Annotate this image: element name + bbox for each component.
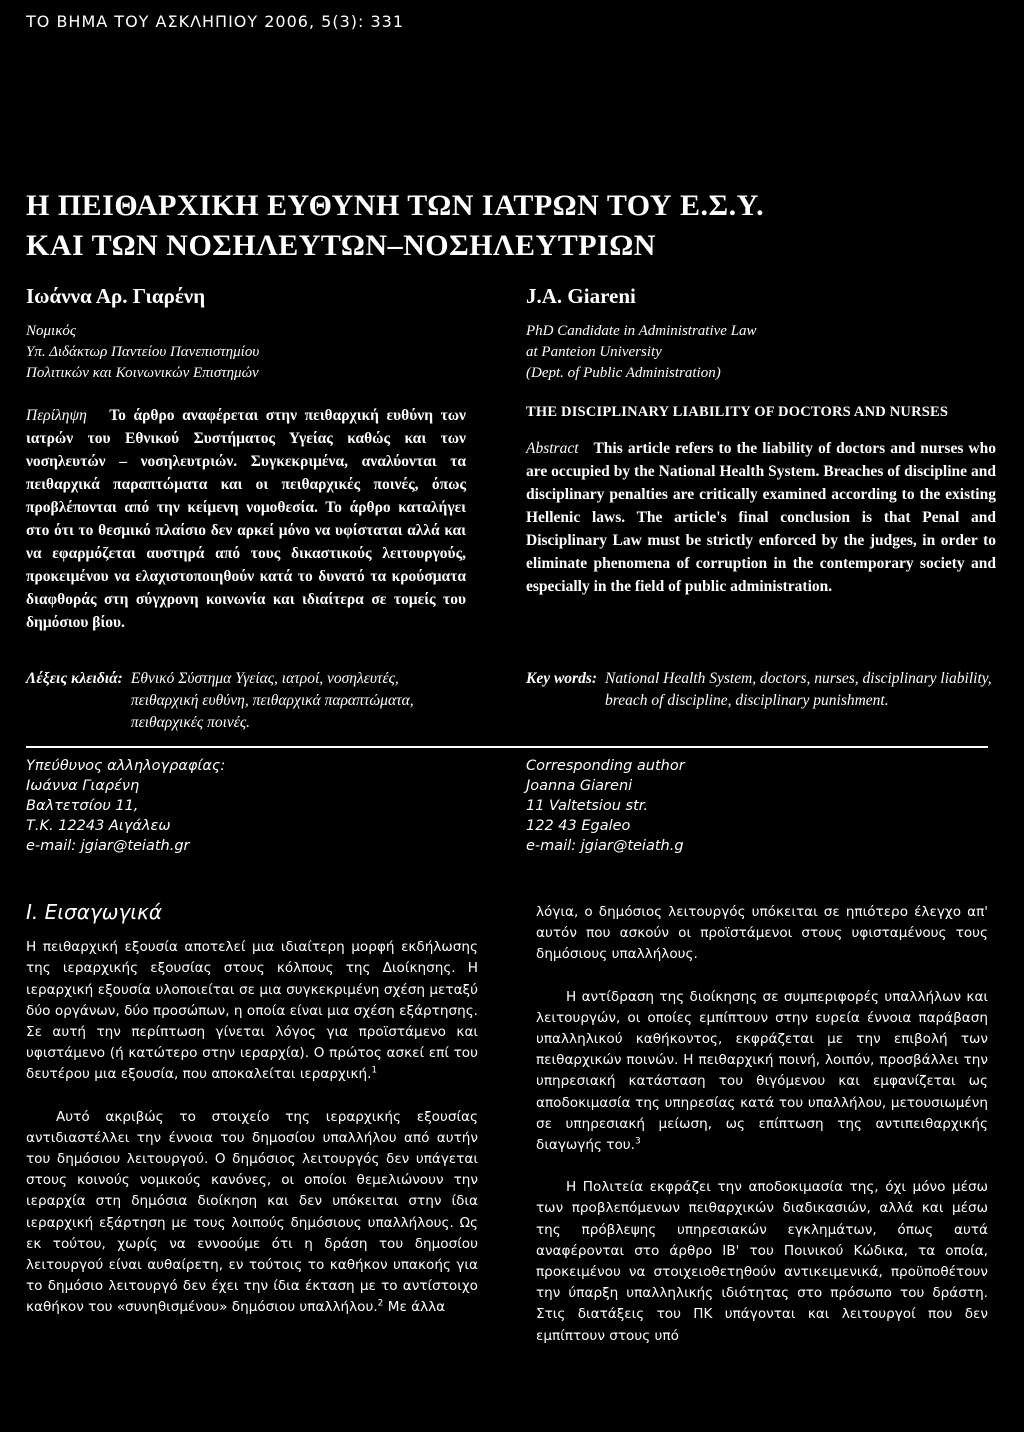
abstract-text-en: This article refers to the liability of doctors and nurses who are occupied by the National Health System. Breaches of discipline and disciplinary penalties are critically examined according to the existing Hellenic laws. The article's final conclusion is that Penal and Disciplinary Law must be strictly enforced by the judges, in order to eliminate phenomena of corruption in the contemporary society and especially in the field of public administration. [526,440,996,595]
abstract-lead-gr: Περίληψη [26,407,87,424]
abstract-gr [26,404,466,634]
keywords-gr [26,668,466,734]
keywords-terms-gr: Εθνικό Σύστημα Υγείας, ιατροί, νοσηλευτές, πειθαρχική ευθύνη, πειθαρχικά παραπτώματα, πειθαρχικές ποινές. [130,670,414,731]
body-column-left [26,902,478,1340]
affil-line: Υπ. Διδάκτωρ Παντείου Πανεπιστημίου [26,344,260,360]
divider-rule [26,746,988,748]
abstract-en-block [526,404,996,598]
affil-line: (Dept. of Public Administration) [526,365,721,381]
paragraph-text: Με άλλα [387,1299,446,1316]
footnote-ref[interactable]: 2 [377,1298,384,1309]
correspondence-gr [26,756,466,856]
affil-line: PhD Candidate in Administrative Law [526,323,757,339]
body-paragraph [536,987,988,1157]
body-column-right [536,902,988,1368]
body-paragraph [26,937,478,1085]
affil-line: at Panteion University [526,344,662,360]
section-title: Ι. Εισαγωγικά [26,900,163,924]
keywords-en [526,668,996,712]
abstract-heading-en: THE DISCIPLINARY LIABILITY OF DOCTORS AND NURSES [526,404,949,420]
affil-line: Πολιτικών και Κοινωνικών Επιστημών [26,365,259,381]
footnote-ref[interactable]: 1 [371,1065,378,1076]
body-paragraph [26,1107,478,1319]
abstract-en [526,437,996,598]
running-head: ΤΟ ΒΗΜΑ ΤΟΥ ΑΣΚΛΗΠΙΟΥ 2006, 5(3): 331 [26,12,404,31]
author-affiliation-gr [26,321,466,384]
author-affiliation-en [526,321,996,384]
body-paragraph [536,1177,988,1347]
body-paragraph [536,902,988,966]
paragraph-text: Η αντίδραση της διοίκησης σε συμπεριφορές υπαλλήλων και λειτουργών, οι οποίες εμπίπτουν στην ευρεία έννοια παράβαση υπαλληλικού καθήκοντος, εκφράζεται με την επιβολή των πειθαρχικών ποινών. Η πειθαρχική ποινή, λοιπόν, προσβάλλει την υπηρεσιακή κατάσταση του θιγόμενου και εμφανίζεται ως αποδοκιμασία της υπηρεσίας κατά του υπαλλήλου, μετουσιωμένη σε υπηρεσιακή μείωση, ως επίπτωση της αντιπειθαρχικής διαγωγής του. [536,988,988,1154]
paragraph-text: Αυτό ακριβώς το στοιχείο της ιεραρχικής εξουσίας αντιδιαστέλλει την έννοια του δημοσίου υπαλλήλου από αυτήν του δημόσιου λειτουργού. Ο δημόσιος λειτουργός δεν υπάγεται στους κοινούς νομικούς κανόνες, οι οποίοι θεμελιώνουν την ιεραρχία στη δημόσια διοίκηση και δεν υπόκειται στην ίδια ιεραρχική εξάρτηση με τους λοιπούς δημόσιους υπαλλήλους. Ως εκ τούτου, χωρίς να εννοούμε ότι η δράση του δημοσίου λειτουργού είναι αυθαίρετη, εν τούτοις το καθήκον υπακοής για το δημόσιο λειτουργό δεν έχει την ίδια έκταση με το αντίστοιχο καθήκον του «συνηθισμένου» δημόσιου υπαλλήλου. [26,1108,478,1316]
title-line-2: ΚΑΙ ΤΩΝ ΝΟΣΗΛΕΥΤΩΝ–ΝΟΣΗΛΕΥΤΡΙΩΝ [26,229,656,262]
corr-line: Τ.Κ. 12243 Αιγάλεω [26,818,171,834]
paragraph-text: Η πειθαρχική εξουσία αποτελεί μια ιδιαίτερη μορφή εκδήλωσης της ιεραρχικής εξουσίας στους κόλπους της Διοίκησης. Η ιεραρχική εξουσία υλοποιείται σε μια συγκεκριμένη σχέση μεταξύ δύο οργάνων, δύο προσώπων, η οποία είναι μια σχέση εξάρτησης. Σε αυτή την περίπτωση γίνεται λόγος για προϊστάμενο και υφιστάμενο (ή κατώτερο στην ιεραρχία). Ο πρώτος ασκεί επί του δευτέρου μια εξουσία, που αποκαλείται ιεραρχική. [26,939,478,1083]
paragraph-text: λόγια, ο δημόσιος λειτουργός υπόκειται σε ηπιότερο έλεγχο απ' αυτόν που ασκούν οι προϊστάμενοι στους υφισταμένους τους δημόσιους υπαλλήλους. [536,904,988,963]
corr-email: e-mail: jgiar@teiath.g [526,838,684,854]
corr-line: Ιωάννα Γιαρένη [26,778,140,794]
corr-line: 122 43 Egaleo [526,818,631,834]
corr-line: Joanna Giareni [526,778,633,794]
affil-line: Νομικός [26,323,76,339]
corr-email: e-mail: jgiar@teiath.gr [26,838,190,854]
keywords-terms-en: National Health System, doctors, nurses, disciplinary liability, breach of discipline, disciplinary punishment. [605,670,992,709]
author-name-en: J.A. Giareni [526,284,636,308]
correspondence-en [526,756,996,856]
abstract-text-gr: Το άρθρο αναφέρεται στην πειθαρχική ευθύνη των ιατρών του Εθνικού Συστήματος Υγείας καθώς και των νοσηλευτών – νοσηλευτριών. Συγκεκριμένα, αναλύονται τα πειθαρχικά παραπτώματα και οι πειθαρχικές ποινές, όπως προβλέπονται από την κείμενη νομοθεσία. Το άρθρο καταλήγει στο ότι το θεσμικό πλαίσιο δεν αρκεί μόνο να υφίσταται αλλά και να εφαρμόζεται αυστηρά από τους δικαστικούς λειτουργούς, προκειμένου να ελαχιστοποιηθούν κατά το δυνατό τα κρούσματα διαφθοράς στη σύγχρονη κοινωνία και ιδιαίτερα σε τομείς του δημόσιου βίου. [26,407,466,631]
author-block-gr [26,284,466,384]
corr-line: Corresponding author [526,758,685,774]
article-title [26,186,926,266]
corr-line: 11 Valtetsiou str. [526,798,648,814]
paragraph-text: Η Πολιτεία εκφράζει την αποδοκιμασία της, όχι μόνο μέσω των προβλεπόμενων πειθαρχικών διαδικασιών, αλλά και μέσω της πρόβλεψης υπηρεσιακών εγκλημάτων, όπως αυτά αναφέρονται στο άρθρο ΙΒ' του Ποινικού Κώδικα, τα οποία, προκειμένου να στοιχειοθετηθούν αντικειμενικά, προϋποθέτουν την ύπαρξη υπαλληλικής ιδιότητας στο πρόσωπο του δράστη. Στις διατάξεις του ΠΚ υπάγονται και λειτουργοί που δεν εμπίπτουν στους υπό [536,1179,988,1344]
title-line-1: Η ΠΕΙΘΑΡΧΙΚΗ ΕΥΘΥΝΗ ΤΩΝ ΙΑΤΡΩΝ ΤΟΥ Ε.Σ.Υ. [26,189,765,222]
keywords-lead-en: Key words: [526,670,598,687]
author-name-gr: Ιωάννα Αρ. Γιαρένη [26,284,206,308]
keywords-lead-gr: Λέξεις κλειδιά: [26,670,123,687]
author-block-en [526,284,996,384]
abstract-lead-en: Abstract [526,440,579,457]
corr-line: Βαλτετσίου 11, [26,798,139,814]
footnote-ref[interactable]: 3 [634,1136,641,1147]
corr-line: Υπεύθυνος αλληλογραφίας: [26,758,226,774]
